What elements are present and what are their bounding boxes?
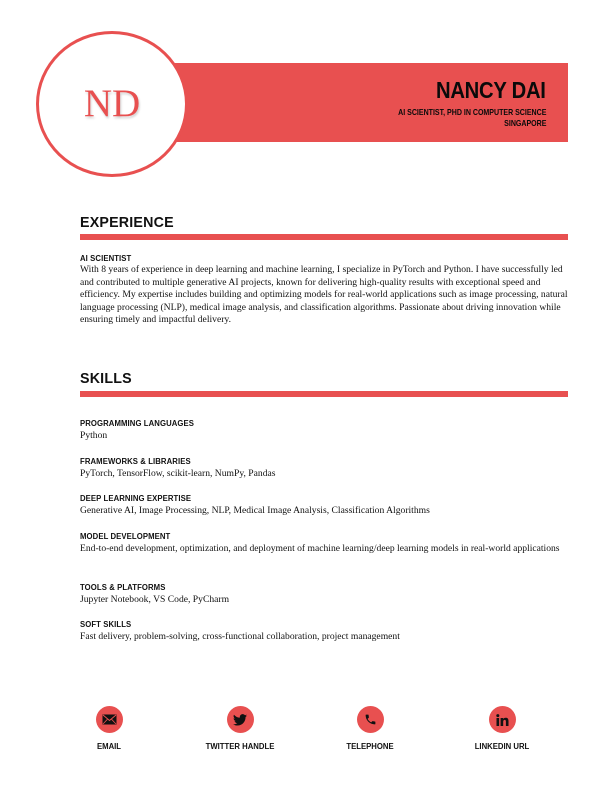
twitter-icon[interactable] [227,706,254,733]
job-title: AI SCIENTIST, PHD IN COMPUTER SCIENCE [397,108,546,117]
skill-value-frameworks: PyTorch, TensorFlow, scikit-learn, NumPy, Pandas [80,468,276,479]
contact-label-linkedin: LINKEDIN URL [474,741,530,751]
contact-label-email: EMAIL [96,741,122,751]
experience-divider [80,234,568,240]
experience-heading: EXPERIENCE [80,214,174,231]
skill-value-deep-learning: Generative AI, Image Processing, NLP, Medical Image Analysis, Classification Algorithms [80,505,430,516]
experience-description: With 8 years of experience in deep learning and machine learning, I specialize in PyTorch and Python. I have successfully led and contributed to multiple generative AI projects, known for delivering high-quality results with exceptional speed and efficiency. My expertise includes building and optimizing models for real-world applications such as image processing, natural language processing (NLP), medical image analysis, and classification algorithms. Passionate about driving innovation while ensuring timely and impactful delivery. [80,264,568,326]
monogram-initials: ND [83,81,141,125]
skills-heading: SKILLS [80,370,132,387]
monogram-circle [36,31,188,177]
skill-value-programming-languages: Python [80,430,108,441]
candidate-name: NANCY DAI [436,77,546,103]
skill-label-model-development: MODEL DEVELOPMENT [80,531,171,541]
contact-label-twitter: TWITTER HANDLE [205,741,275,751]
contact-twitter[interactable] [180,706,300,751]
skill-label-deep-learning: DEEP LEARNING EXPERTISE [80,493,192,503]
skills-divider [80,391,568,397]
header-subtitle [398,107,546,129]
email-icon[interactable] [96,706,123,733]
skill-label-frameworks: FRAMEWORKS & LIBRARIES [80,456,191,466]
skill-value-tools: Jupyter Notebook, VS Code, PyCharm [80,594,230,605]
phone-icon[interactable] [357,706,384,733]
contact-label-telephone: TELEPHONE [346,741,394,751]
skill-label-programming-languages: PROGRAMMING LANGUAGES [80,418,195,428]
skill-value-model-development: End-to-end development, optimization, and deployment of machine learning/deep learning models in real-world applications [80,543,560,554]
skill-value-soft-skills: Fast delivery, problem-solving, cross-functional collaboration, project management [80,631,400,642]
experience-role: AI SCIENTIST [80,253,132,263]
contact-email[interactable] [49,706,169,751]
contact-telephone[interactable] [310,706,430,751]
location: SINGAPORE [503,119,546,128]
linkedin-icon[interactable] [489,706,516,733]
contact-linkedin[interactable] [442,706,562,751]
skill-label-soft-skills: SOFT SKILLS [80,619,132,629]
skill-label-tools: TOOLS & PLATFORMS [80,582,166,592]
